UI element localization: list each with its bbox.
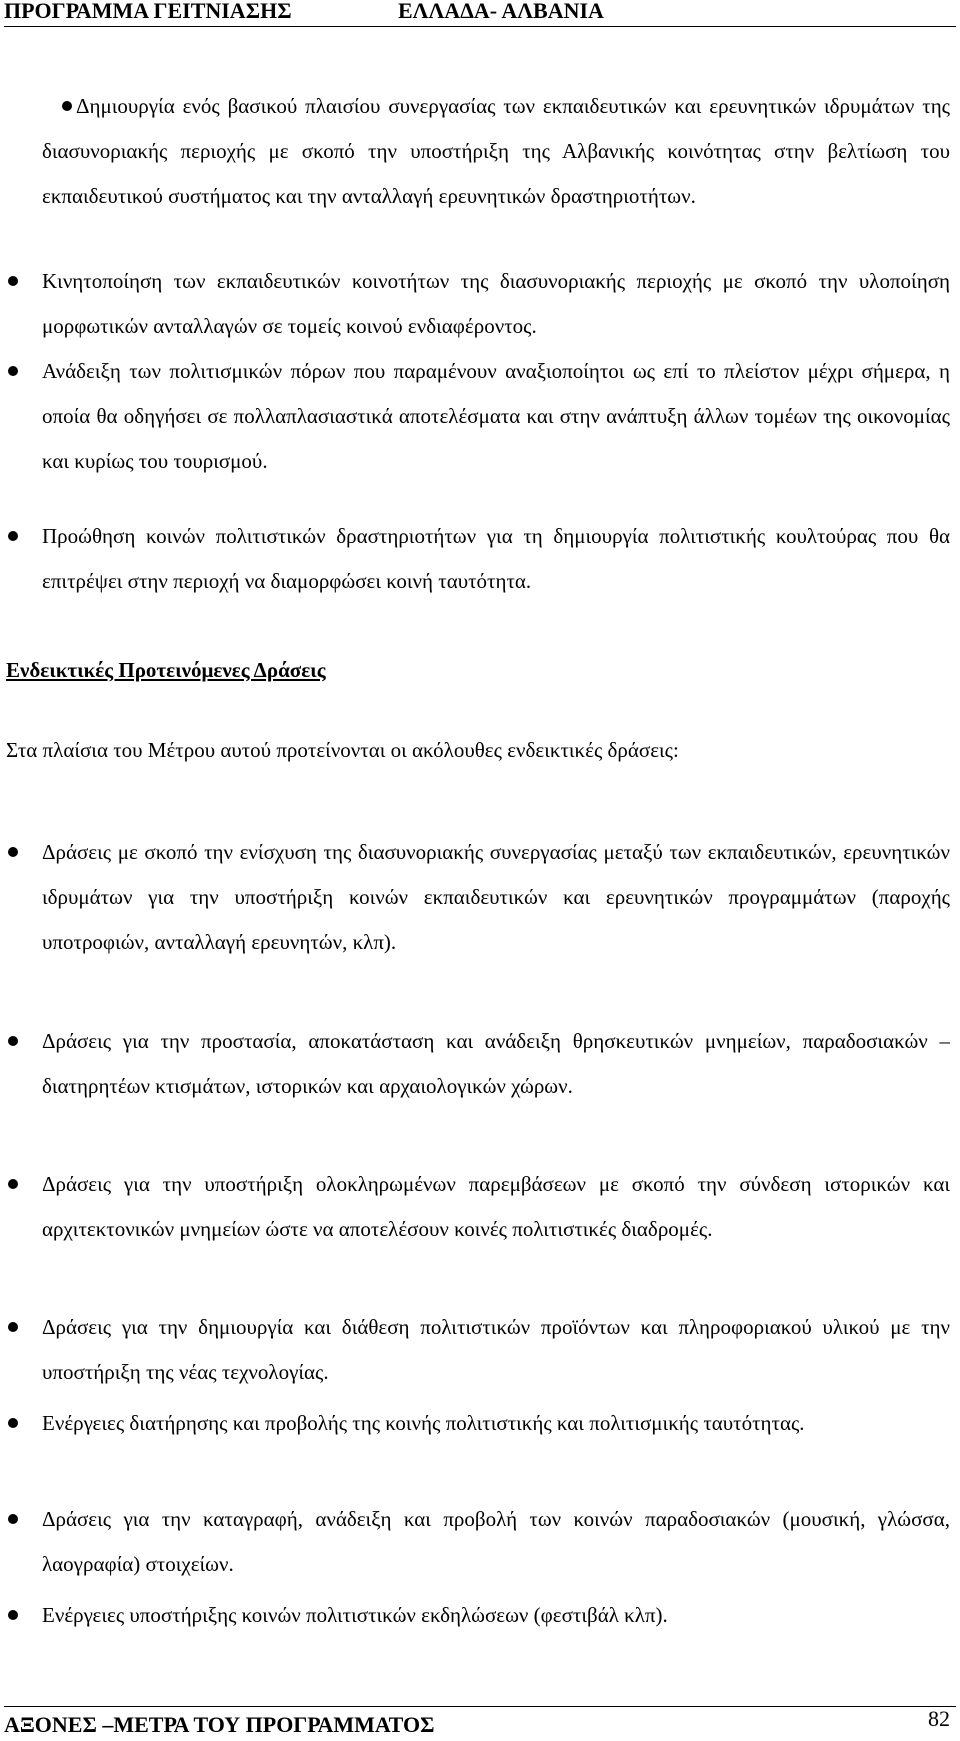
bullet-icon xyxy=(8,1322,18,1332)
header-rule xyxy=(4,26,956,27)
list-item: Ανάδειξη των πολιτισμικών πόρων που παραμένουν αναξιοποίητοι ως επί το πλείστον μέχρι σήμερα, η οποία θα οδηγήσει σε πολλαπλασιαστικά αποτελέσματα και στην ανάπτυξη άλλων τομέων της οικονομίας και κυρίως του τουρισμού. xyxy=(42,359,950,473)
section-title: Ενδεικτικές Προτεινόμενες Δράσεις xyxy=(6,658,326,682)
bullet-icon xyxy=(8,1610,18,1620)
list-item: Δράσεις για την δημιουργία και διάθεση πολιτιστικών προϊόντων και πληροφοριακού υλικού με την υποστήριξη της νέας τεχνολογίας. xyxy=(42,1315,950,1384)
bullet-icon xyxy=(8,1418,18,1428)
footer-rule xyxy=(4,1706,956,1707)
list-item: Δράσεις για την προστασία, αποκατάσταση και ανάδειξη θρησκευτικών μνημείων, παραδοσιακών –διατηρητέων κτισμάτων, ιστορικών και αρχαιολογικών χώρων. xyxy=(42,1029,950,1098)
bullet-icon xyxy=(8,1036,18,1046)
list-item: Δράσεις για την καταγραφή, ανάδειξη και προβολή των κοινών παραδοσιακών (μουσική, γλώσσα, λαογραφία) στοιχείων. xyxy=(42,1507,950,1576)
list-item: Προώθηση κοινών πολιτιστικών δραστηριοτήτων για τη δημιουργία πολιτιστικής κουλτούρας που θα επιτρέψει στην περιοχή να διαμορφώσει κοινή ταυτότητα. xyxy=(42,524,950,593)
page-number: 82 xyxy=(928,1706,950,1731)
bullet-icon xyxy=(8,276,18,286)
bullet-icon xyxy=(8,847,18,857)
list-item: Δράσεις με σκοπό την ενίσχυση της διασυνοριακής συνεργασίας μεταξύ των εκπαιδευτικών, ερευνητικών ιδρυμάτων για την υποστήριξη κοινών εκπαιδευτικών και ερευνητικών προγραμμάτων (παροχής υποτροφιών, ανταλλαγή ερευνητών, κλπ). xyxy=(42,840,950,954)
footer-section-title: ΑΞΟΝΕΣ –ΜΕΤΡΑ ΤΟΥ ΠΡΟΓΡΑΜΜΑΤΟΣ xyxy=(4,1712,435,1737)
intro-text: Στα πλαίσια του Μέτρου αυτού προτείνονται οι ακόλουθες ενδεικτικές δράσεις: xyxy=(6,738,679,762)
page-header xyxy=(4,0,956,24)
list-item: Κινητοποίηση των εκπαιδευτικών κοινοτήτων της διασυνοριακής περιοχής με σκοπό την υλοποίηση μορφωτικών ανταλλαγών σε τομείς κοινού ενδιαφέροντος. xyxy=(42,269,950,338)
list-item: Ενέργειες υποστήριξης κοινών πολιτιστικών εκδηλώσεων (φεστιβάλ κλπ). xyxy=(42,1603,668,1627)
bullet-icon xyxy=(8,366,18,376)
bullet-icon xyxy=(8,1179,18,1189)
header-program-title: ΠΡΟΓΡΑΜΜΑ ΓΕΙΤΝΙΑΣΗΣ xyxy=(4,0,292,23)
bullet-icon xyxy=(8,531,18,541)
list-item: Δράσεις για την υποστήριξη ολοκληρωμένων παρεμβάσεων με σκοπό την σύνδεση ιστορικών και αρχιτεκτονικών μνημείων ώστε να αποτελέσουν κοινές πολιτιστικές διαδρομές. xyxy=(42,1172,950,1241)
header-countries: ΕΛΛΑΔΑ- ΑΛΒΑΝΙΑ xyxy=(398,0,604,23)
list-item: Ενέργειες διατήρησης και προβολής της κοινής πολιτιστικής και πολιτισμικής ταυτότητας. xyxy=(42,1411,805,1435)
bullet-icon xyxy=(8,1514,18,1524)
list-item: Δημιουργία ενός βασικού πλαισίου συνεργασίας των εκπαιδευτικών και ερευνητικών ιδρυμάτων της διασυνοριακής περιοχής με σκοπό την υποστήριξη της Αλβανικής κοινότητας στην βελτίωση του εκπαιδευτικού συστήματος και την ανταλλαγή ερευνητικών δραστηριοτήτων. xyxy=(42,94,950,208)
